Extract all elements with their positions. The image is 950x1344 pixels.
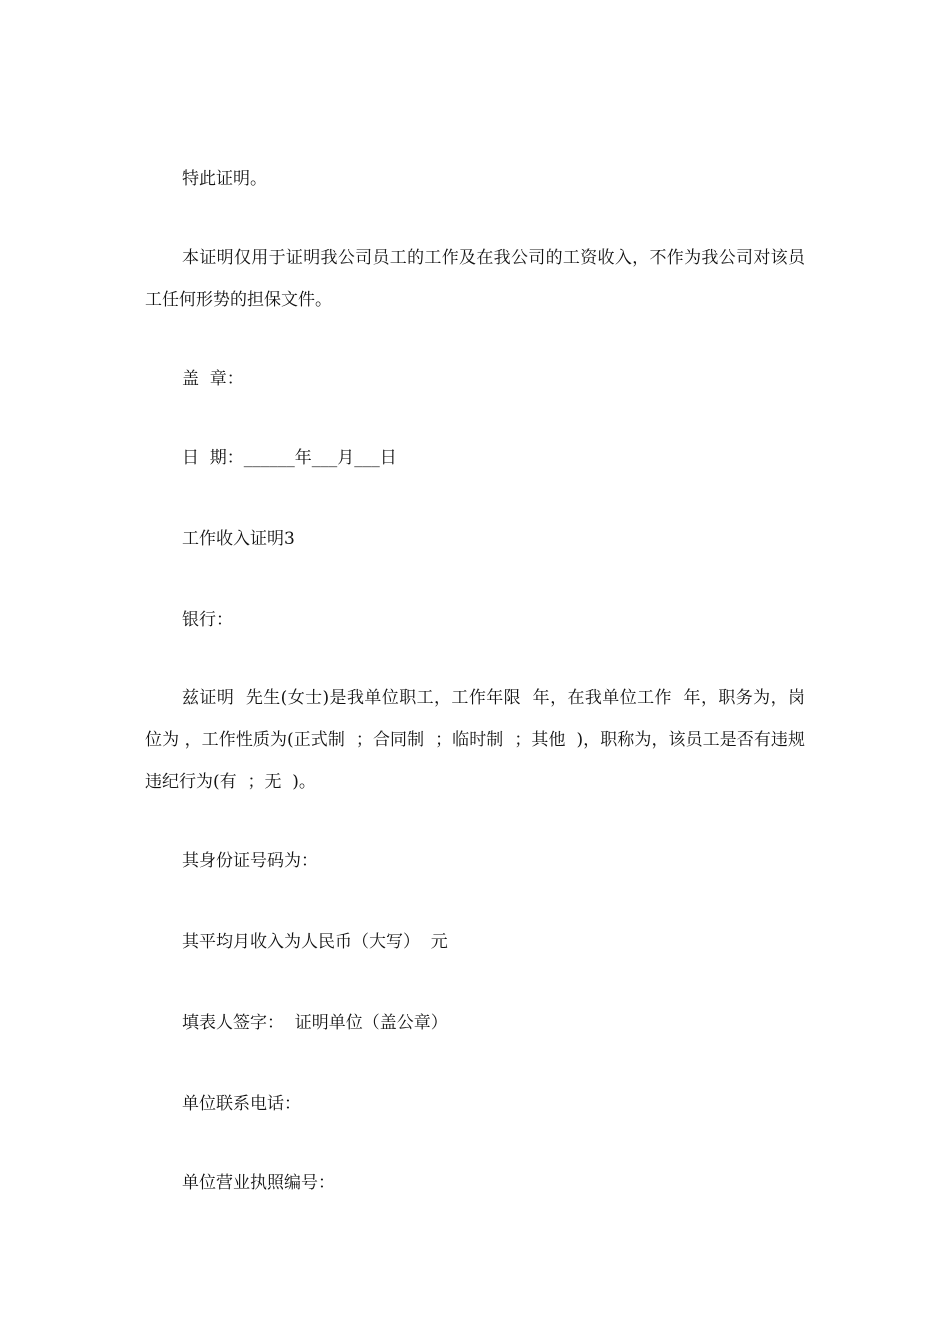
id-number-line: 其身份证号码为： bbox=[182, 851, 318, 871]
bank-salutation: 银行： bbox=[182, 610, 233, 630]
date-line: 日 期：______年___月___日 bbox=[182, 448, 397, 468]
phone-line: 单位联系电话： bbox=[182, 1094, 301, 1114]
certification-body: 兹证明 先生(女士)是我单位职工，工作年限 年，在我单位工作 年，职务为，岗位为 ，工作性质为(正式制 ；合同制 ；临时制 ；其他 )，职称为，该员工是否有违规违纪行为(有 ；无 )。 bbox=[145, 688, 805, 792]
seal-line: 盖 章： bbox=[182, 369, 244, 389]
closing-statement: 特此证明。 bbox=[182, 169, 267, 189]
business-license-line: 单位营业执照编号： bbox=[182, 1173, 335, 1193]
signature-line: 填表人签字： 证明单位（盖公章） bbox=[182, 1013, 448, 1033]
section-title: 工作收入证明3 bbox=[182, 529, 295, 549]
disclaimer-paragraph: 本证明仅用于证明我公司员工的工作及在我公司的工资收入，不作为我公司对该员工任何形势的担保文件。 bbox=[145, 248, 805, 310]
income-line: 其平均月收入为人民币（大写） 元 bbox=[182, 932, 448, 952]
